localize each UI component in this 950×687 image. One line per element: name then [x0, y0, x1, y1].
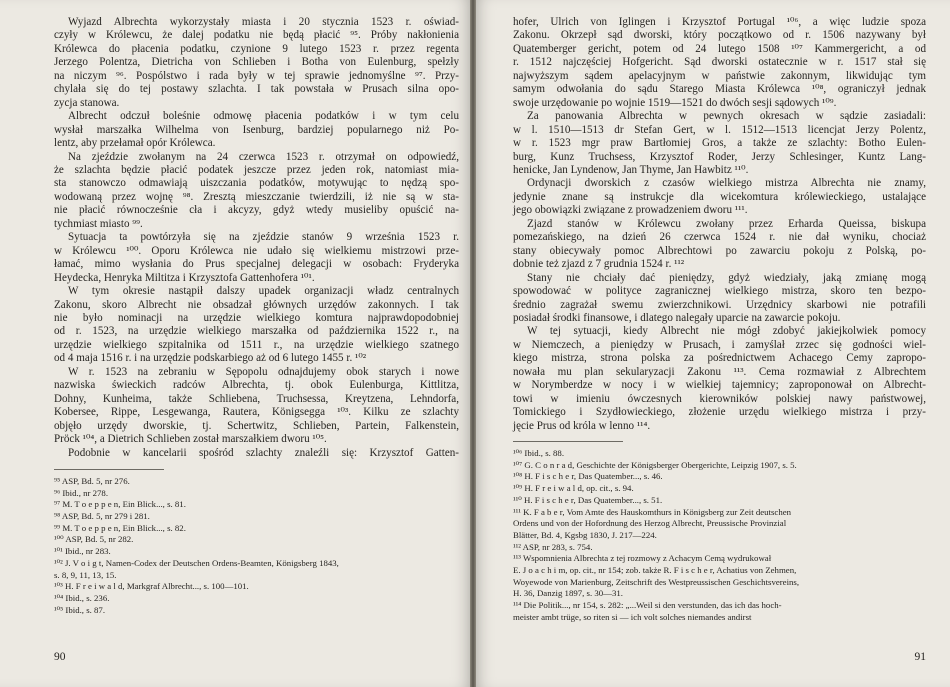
text-line: nazwiska świeckich radców Albrechta, tj. obok Eulenburga, Kittlitza,: [54, 379, 459, 392]
footnote-line: ¹⁰⁸ H. F i s c h e r, Das Quatember..., s. 46.: [513, 471, 663, 482]
text-line: wysłał marszałka Wilhelma von Isenburg, bardziej popularnego niż Po-: [54, 123, 459, 136]
text-line: Na zjeździe zwołanym na 24 czerwca 1523 r. otrzymał on odpowiedź,: [68, 150, 459, 163]
footnote-line: H. 36, Danzig 1897, s. 30—31.: [513, 588, 623, 599]
text-line: Pröck ¹⁰⁴, a Dietrich Schlieben został marszałkiem dworu ¹⁰⁵.: [54, 433, 327, 446]
footnote-line: ¹⁰⁷ G. C o n r a d, Geschichte der Königsberger Obergerichte, Leipzig 1907, s. 5.: [513, 459, 797, 470]
footnote-line: s. 8, 9, 11, 13, 15.: [54, 569, 117, 580]
text-line: Tomickiego i Szydłowieckiego, złożenie urzędu wielkiego mistrza i przy-: [513, 406, 926, 419]
text-line: Wyjazd Albrechta wykorzystały miasta i 20 stycznia 1523 r. oświad-: [68, 16, 459, 28]
footnote-line: ¹⁰⁵ Ibid., s. 87.: [54, 604, 106, 615]
text-line: Jerzego Polentza, Dietricha von Schlieben i Botha von Eulenburg, spełzły: [54, 56, 459, 69]
text-line: lentz, aby przełamał opór Królewca.: [54, 137, 216, 150]
footnote-line: ¹¹² ASP, nr 283, s. 754.: [513, 541, 593, 552]
text-line: swoje urzędowanie po wojnie 1519—1521 do dwóch sesji sądowych ¹⁰⁹.: [513, 96, 837, 109]
footnote-line: ¹¹⁰ H. F i s c h e r, Das Quatember..., s. 51.: [513, 494, 663, 505]
text-line: na niczym ⁹⁶. Pospólstwo i rada były w tej sprawie jednomyślne ⁹⁷. Przy-: [54, 69, 459, 82]
footnote-line: ¹⁰⁴ Ibid., s. 236.: [54, 592, 110, 603]
text-line: Quatemberger gericht, potem od 24 lutego 1508 ¹⁰⁷ Kammergericht, a od: [513, 42, 926, 55]
text-line: urzędzie wielkiego szpitalnika od 1511 r., na urzędzie wielkiego szatnego: [54, 338, 459, 351]
text-line: chylała się do tej postawy szlachta. I tak powstała w Prusach silna opo-: [54, 83, 459, 96]
book-gutter: [470, 0, 476, 687]
text-line: towi w imieniu ówczesnych kierowników polskiej nawy państwowej,: [513, 392, 926, 405]
footnote-line: ⁹⁸ ASP, Bd. 5, nr 279 i 281.: [54, 511, 150, 522]
text-line: tychmiast miasto ⁹⁹.: [54, 217, 143, 230]
page-number-left: 90: [54, 651, 66, 663]
text-line: w l. 1510—1513 dr Stefan Gert, w l. 1512—1513 licencjat Jerzy Polentz,: [513, 123, 926, 136]
footnote-line: ¹⁰² J. V o i g t, Namen-Codex der Deutschen Ordens-Beamten, Königsberg 1843,: [54, 557, 339, 568]
text-line: w r. 1523 mgr praw Bartłomiej Gros, a także ze szlachty: Botho Eulen-: [513, 137, 926, 150]
text-line: Sytuacja ta powtórzyła się na zjeździe stanów 9 września 1523 r.: [68, 231, 459, 244]
text-line: Ordynacji dworskich z czasów wielkiego mistrza Albrechta nie znamy,: [527, 177, 926, 190]
text-line: łamać, mimo wysłania do Prus specjalnej delegacji w osobach: Fryderyka: [54, 258, 459, 271]
text-line: Królewca do płacenia podatku, czynione 9 lutego 1523 r. przez regenta: [54, 42, 459, 55]
text-line: że szlachta będzie płacić podatek jeszcze przez jeden rok, natomiast mia-: [54, 163, 459, 176]
text-line: Zakonu, skoro Albrecht nie obsadzał głównych urzędów zakonnych. I tak: [54, 298, 459, 311]
footnote-line: ¹⁰⁹ H. F r e i w a l d, op. cit., s. 94.: [513, 483, 634, 494]
footnote-line: E. J o a c h i m, op. cit., nr 154; zob. także R. F i s c h e r, Achatius von Zehmen,: [513, 565, 797, 576]
text-line: posiadał środki finansowe, i dlatego nalegały uparcie na zawarcie pokoju.: [513, 311, 841, 324]
text-line: W tym okresie nastąpił dalszy upadek organizacji władz centralnych: [68, 285, 459, 298]
text-line: W tej sytuacji, kiedy Albrecht nie mógł zdobyć jakiejkolwiek pomocy: [527, 325, 926, 338]
text-line: pomezańskiego, na dzień 26 czerwca 1524 r. nie dał wyniku, chociaż: [513, 231, 926, 244]
text-line: od r. 1523, na urzędzie wielkiego marszałka od października 1522 r., na: [54, 325, 459, 338]
text-line: burg, Kunz Truchsess, Krzysztof Roder, Jerzy Schlesinger, Kuntz Lang-: [513, 150, 926, 163]
text-line: nowała mu plan sekularyzacji Zakonu ¹¹³. Cema rozmawiał z Albrechtem: [513, 365, 926, 378]
text-line: najwyższym sądem apelacyjnym w państwie zakonnym, likwidując tym: [513, 69, 926, 82]
text-line: dobnie też zjazd z 7 grudnia 1524 r. ¹¹²: [513, 258, 685, 271]
right-page-body: [513, 16, 926, 433]
text-line: Za panowania Albrechta w pewnych okresach w sądzie zasiadali:: [527, 110, 926, 123]
text-line: henicke, Jan Lyndenow, Jan Thyme, Jan Hawbitz ¹¹⁰.: [513, 163, 749, 176]
text-line: Heydecka, Henryka Miltitza i Krzysztofa Gattenhofera ¹⁰¹.: [54, 271, 315, 284]
footnote-line: Blätter, Bd. 4, Kgsbg 1830, J. 217—224.: [513, 529, 657, 540]
text-line: w Królewcu ¹⁰⁰. Oporu Królewca nie udało się wielkiemu mistrzowi prze-: [54, 244, 459, 257]
footnote-line: ¹¹¹ K. F a b e r, Vom Amte des Hauskomthurs in Königsberg zur Zeit deutschen: [513, 506, 792, 517]
footnote-line: meister ambt trüge, so riten si — ich volt solches niemandes andirst: [513, 611, 752, 622]
text-line: kiego mistrza, strona polska za pośrednictwem Achacego Cemy zapropo-: [513, 352, 926, 365]
text-line: objęło urzędy dworskie, tj. Schertwitz, Schlieben, Partein, Falkenstein,: [54, 419, 459, 432]
text-line: Podobnie w kancelarii spośród szlachty znaleźli się: Krzysztof Gatten-: [68, 446, 459, 459]
footnote-line: ¹⁰³ H. F r e i w a l d, Markgraf Albrecht..., s. 100—101.: [54, 581, 249, 592]
text-line: średnio zagrażał swemu zwierzchnikowi. Urzędnicy skarbowi nie potrafili: [513, 298, 926, 311]
text-line: stany obiecywały pomoc Albrechtowi po zawarciu pokoju z Polską, po-: [513, 244, 926, 257]
footnote-line: ¹⁰⁰ ASP, Bd. 5, nr 282.: [54, 534, 134, 545]
footnote-line: ¹¹³ Wspomnienia Albrechta z tej rozmowy z Achacym Cemą wydrukował: [513, 553, 772, 564]
text-line: nie było nominacji na urzędzie wielkiego komtura najprawdopodobniej: [54, 311, 459, 324]
text-line: Stany nie chciały dać pieniędzy, gdyż wiedziały, jaką zmianę mogą: [527, 271, 926, 284]
left-page: [0, 0, 473, 687]
footnote-line: Woyewode von Marienburg, Zeitschrift des Westpreussischen Geschichtsvereins,: [513, 576, 800, 587]
footnote-line: ¹⁰⁶ Ibid., s. 88.: [513, 448, 565, 459]
text-line: Zjazd stanów w Królewcu zwołany przez Erharda Queissa, biskupa: [527, 217, 926, 230]
text-line: spowodować w polityce zagranicznej wielkiego mistrza, skoro ten bezpo-: [513, 285, 926, 298]
footnote-line: ¹⁰¹ Ibid., nr 283.: [54, 546, 111, 557]
text-line: czyły w Królewcu, że dalej podatku nie będą płacić ⁹⁵. Próby nakłonienia: [54, 29, 459, 42]
text-line: Kobersee, Rippe, Lesgewanga, Rautera, Königsegga ¹⁰³. Kilku ze szlachty: [54, 406, 459, 419]
left-page-footnotes: [54, 476, 459, 616]
text-line: zycja stanowa.: [54, 96, 120, 109]
footnote-line: ⁹⁷ M. T o e p p e n, Ein Blick..., s. 81.: [54, 499, 186, 510]
text-line: Zakonu. Okrzepł sąd dworski, który początkowo od r. 1506 nazywany był: [513, 29, 926, 42]
text-line: jęcie Prus od króla w lenno ¹¹⁴.: [513, 419, 651, 432]
text-line: jedynie znane są instrukcje dla wicekomtura królewieckiego, ustalające: [513, 190, 926, 203]
footnote-line: ¹¹⁴ Die Politik..., nr 154, s. 282: „...Weil si den verstunden, das ich das hoch-: [513, 600, 782, 611]
text-line: nie płacić równocześnie cła i akcyzy, gdyż wtedy musieliby opuścić na-: [54, 204, 459, 217]
footnote-rule: [513, 441, 623, 442]
right-page: [473, 0, 950, 687]
footnote-line: Ordens und von der Hofordnung des Herzog Albrecht, Preussische Provinzial: [513, 518, 787, 529]
text-line: W r. 1523 na zebraniu w Sępopolu odnajdujemy obok starych i nowe: [68, 365, 459, 378]
footnote-line: ⁹⁵ ASP, Bd. 5, nr 276.: [54, 475, 130, 486]
page-number-right: 91: [914, 651, 926, 663]
text-line: samym odwołania do sądu Starego Miasta Królewca ¹⁰⁸, ograniczył jednak: [513, 83, 926, 96]
left-page-body: [54, 16, 459, 460]
text-line: wodowaną przez wojnę ⁹⁸. Zresztą mieszczanie twierdzili, iż nie są w sta-: [54, 190, 459, 203]
text-line: w Norymberdze w nocy i w wielkiej tajemnicy; zaproponował on Albrecht-: [513, 379, 926, 392]
text-line: Albrecht odczuł boleśnie odmowę płacenia podatków i w tym celu: [68, 110, 459, 123]
text-line: sta stanowczo odmawiają uiszczania podatków, motywując to nędzą spo-: [54, 177, 459, 190]
right-page-footnotes: [513, 448, 926, 624]
text-line: w Niemczech, a pieniędzy w Prusach, i zamyślał zrzec się godności wiel-: [513, 338, 926, 351]
text-line: od 4 maja 1516 r. i na urzędzie podskarbiego aż od 6 lutego 1455 r. ¹⁰²: [54, 352, 367, 365]
text-line: Dohny, Kunheima, także Schliebena, Truchsessa, Kreytzena, Lehndorfa,: [54, 392, 459, 405]
text-line: r. 1512 najczęściej Hofgericht. Sąd dworski ostatecznie w r. 1517 stał się: [513, 56, 926, 69]
footnote-line: ⁹⁶ Ibid., nr 278.: [54, 487, 109, 498]
text-line: jego obowiązki związane z prowadzeniem dworu ¹¹¹.: [513, 204, 748, 217]
text-line: hofer, Ulrich von Iglingen i Krzysztof Portugal ¹⁰⁶, a więc ludzie spoza: [513, 16, 926, 28]
footnote-rule: [54, 469, 164, 470]
footnote-line: ⁹⁹ M. T o e p p e n, Ein Blick..., s. 82.: [54, 522, 186, 533]
